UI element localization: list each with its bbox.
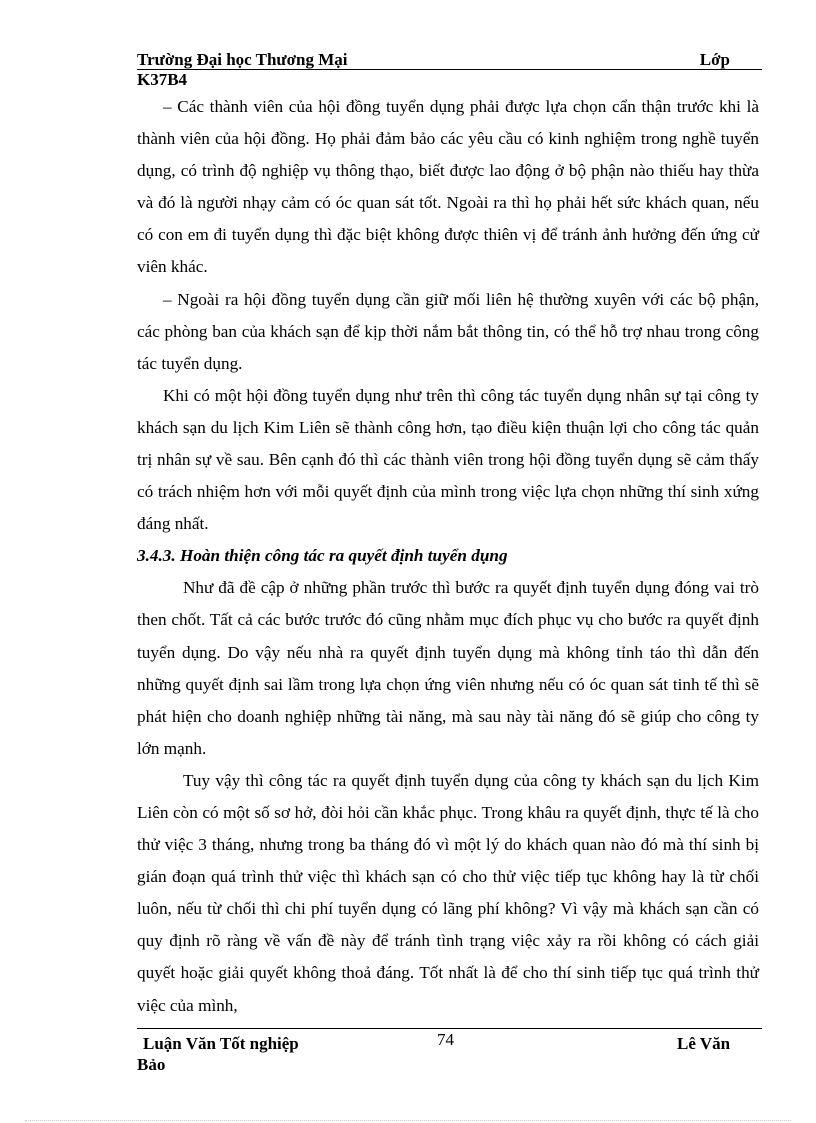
paragraph-5: Tuy vậy thì công tác ra quyết định tuyển dụng của công ty khách sạn du lịch Kim Liên còn có một số sơ hở, đòi hỏi cần khắc phục. Trong khâu ra quyết định, thực tế là cho thử việc 3 tháng, nhưng trong ba tháng đó vì một lý do khách quan nào đó mà thí sinh bị gián đoạn quá trình thử việc thì khách sạn có cho thử việc tiếp tục không hay là từ chối luôn, nếu từ chối thì chi phí tuyển dụng có lãng phí không? Vì vậy mà khách sạn cần có quy định rõ ràng về vấn đề này để tránh tình trạng việc xảy ra rồi không có cách giải quyết hoặc giải quyết không thoả đáng. Tốt nhất là để cho thí sinh tiếp tục quá trình thử việc của mình, [137,770,759,1015]
section-heading: 3.4.3. Hoàn thiện công tác ra quyết định tuyển dụng [137,546,508,566]
school-name: Trường Đại học Thương Mại [137,50,348,69]
document-body [137,91,759,1022]
page-number: 74 [437,1030,454,1049]
footer-rule [137,1028,762,1029]
page-bottom-divider [25,1120,791,1121]
class-label: Lớp [699,50,730,69]
header-rule [137,69,762,70]
page-header [137,50,760,69]
paragraph-1: – Các thành viên của hội đồng tuyển dụng phải được lựa chọn cẩn thận trước khi là thành viên của hội đồng. Họ phải đảm bảo các yêu cầu có kinh nghiệm trong nghề tuyển dụng, có trình độ nghiệp vụ thông thạo, biết được lao động ở bộ phận nào thiếu hay thừa và đó là người nhạy cảm có óc quan sát tốt. Ngoài ra thì họ phải hết sức khách quan, nếu có con em đi tuyển dụng thì đặc biệt không được thiên vị để tránh ảnh hưởng đến ứng cử viên khác. [137,97,759,277]
class-code: K37B4 [137,70,188,89]
footer-author: Lê Văn [677,1034,731,1053]
paragraph-3: Khi có một hội đồng tuyển dụng như trên thì công tác tuyển dụng nhân sự tại công ty khách sạn du lịch Kim Liên sẽ thành công hơn, tạo điều kiện thuận lợi cho công tác quản trị nhân sự về sau. Bên cạnh đó thì các thành viên trong hội đồng tuyển dụng sẽ cảm thấy có trách nhiệm hơn với mỗi quyết định của mình trong việc lựa chọn những thí sinh xứng đáng nhất. [137,385,759,534]
footer-author-cont: Bảo [137,1055,166,1074]
paragraph-4: Như đã đề cập ở những phần trước thì bước ra quyết định tuyển dụng đóng vai trò then chốt. Tất cả các bước trước đó cũng nhằm mục đích phục vụ cho bước ra quyết định tuyển dụng. Do vậy nếu nhà ra quyết định tuyển dụng mà không tỉnh táo thì dẫn đến những quyết định sai lầm trong lựa chọn ứng viên nhưng nếu có óc quan sát tinh tế thì sẽ phát hiện cho doanh nghiệp những tài năng, mà sau này tài năng đó sẽ giúp cho công ty lớn mạnh. [137,578,759,758]
paragraph-2: – Ngoài ra hội đồng tuyển dụng cần giữ mối liên hệ thường xuyên với các bộ phận, các phòng ban của khách sạn để kịp thời nắm bắt thông tin, có thể hỗ trợ nhau trong công tác tuyển dụng. [137,289,759,373]
footer-title: Luận Văn Tốt nghiệp [143,1034,299,1053]
